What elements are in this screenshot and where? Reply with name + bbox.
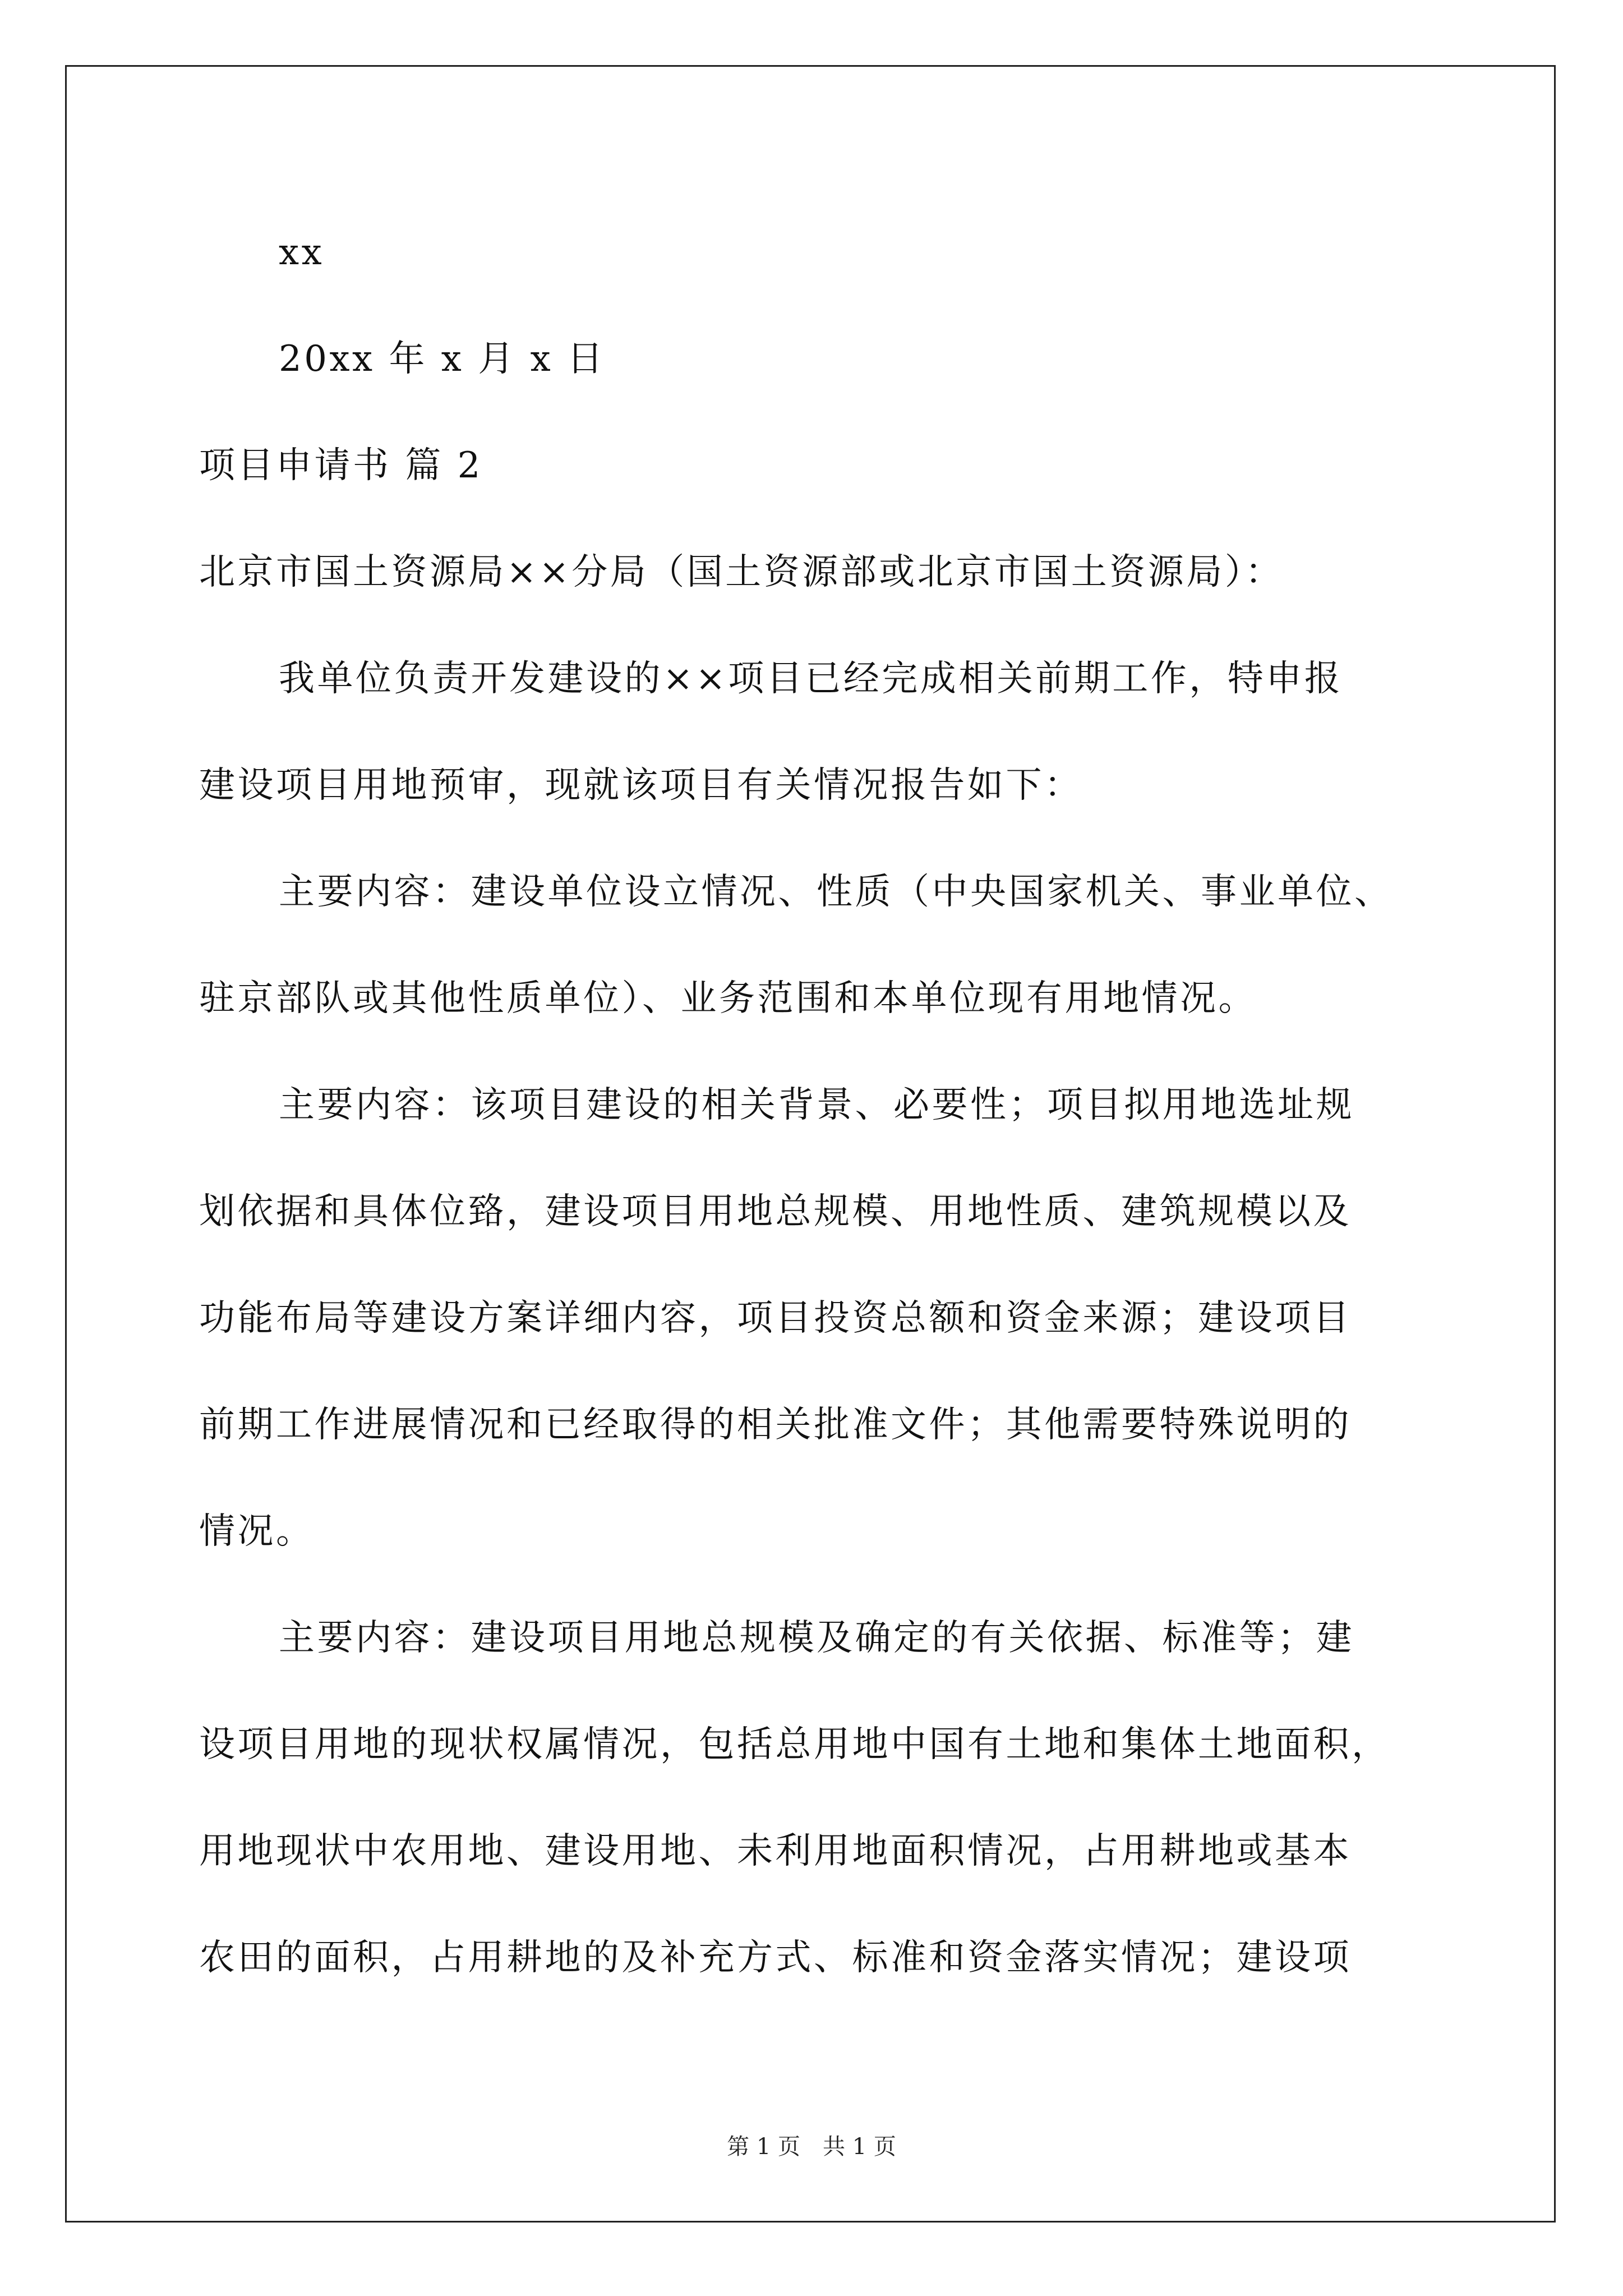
paragraph-line: 设项目用地的现状权属情况，包括总用地中国有土地和集体土地面积， — [199, 1724, 1390, 1765]
paragraph-line: 功能布局等建设方案详细内容，项目投资总额和资金来源；建设项目 — [199, 1297, 1352, 1339]
paragraph-line: 主要内容：建设单位设立情况、性质（中央国家机关、事业单位、 — [279, 871, 1393, 913]
paragraph-line: 用地现状中农用地、建设用地、未利用地面积情况，占用耕地或基本 — [199, 1830, 1352, 1872]
paragraph-line: 情况。 — [199, 1511, 315, 1552]
paragraph-line: 主要内容：建设项目用地总规模及确定的有关依据、标准等；建 — [279, 1617, 1354, 1659]
section-heading: 项目申请书 篇 2 — [199, 445, 483, 486]
paragraph-line: 我单位负责开发建设的××项目已经完成相关前期工作，特申报 — [279, 658, 1343, 700]
page-border — [65, 65, 1556, 2223]
signature-name: xx — [279, 232, 325, 273]
recipient-line: 北京市国土资源局××分局（国土资源部或北京市国土资源局）： — [199, 551, 1284, 593]
paragraph-line: 驻京部队或其他性质单位）、业务范围和本单位现有用地情况。 — [199, 978, 1257, 1019]
paragraph-line: 前期工作进展情况和已经取得的相关批准文件；其他需要特殊说明的 — [199, 1404, 1352, 1446]
page-footer: 第 1 页 共 1 页 — [727, 2134, 896, 2160]
signature-date: 20xx 年 x 月 x 日 — [279, 338, 606, 380]
paragraph-line: 建设项目用地预审，现就该项目有关情况报告如下： — [199, 765, 1083, 806]
paragraph-line: 主要内容：该项目建设的相关背景、必要性；项目拟用地选址规 — [279, 1084, 1354, 1126]
paragraph-line: 划依据和具体位臵，建设项目用地总规模、用地性质、建筑规模以及 — [199, 1191, 1352, 1232]
paragraph-line: 农田的面积，占用耕地的及补充方式、标准和资金落实情况；建设项 — [199, 1937, 1352, 1978]
